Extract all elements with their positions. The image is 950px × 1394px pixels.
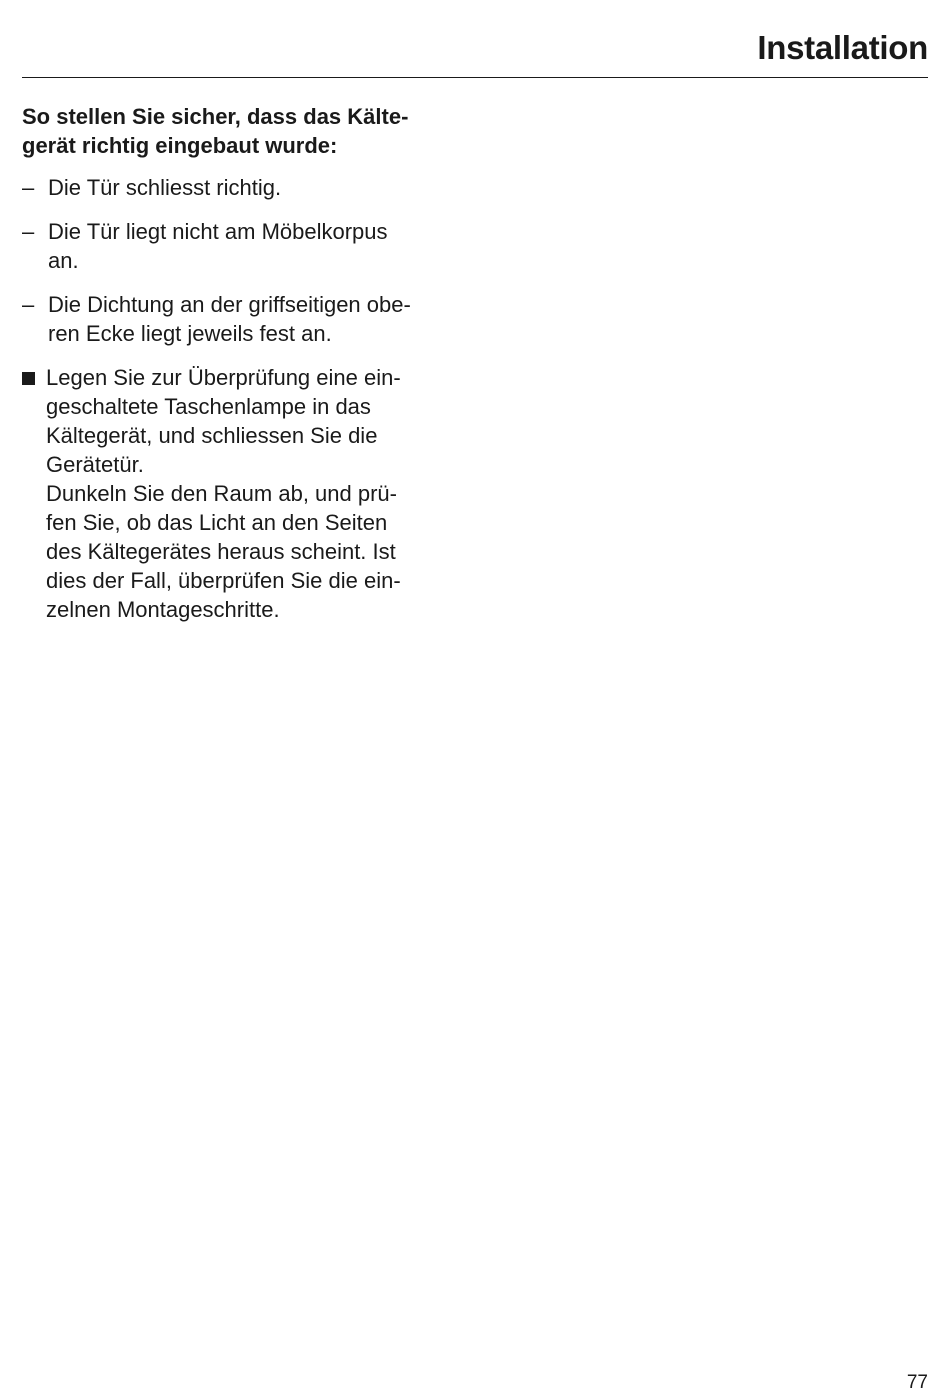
page-number: 77 (906, 1372, 928, 1393)
step-text: Dunkeln Sie den Raum ab, und prü- (46, 481, 397, 506)
step-text: fen Sie, ob das Licht an den Seiten (46, 510, 388, 535)
step-text: Gerätetür. (46, 452, 144, 477)
check-item-door-gap (22, 217, 467, 275)
main-content (22, 102, 467, 624)
heading-line: gerät richtig eingebaut wurde: (22, 133, 338, 158)
heading-line: So stellen Sie sicher, dass das Kälte- (22, 104, 409, 129)
check-item-text: Die Tür liegt nicht am Möbelkorpus (48, 219, 388, 244)
section-title: Installation (757, 29, 928, 66)
step-text: dies der Fall, überprüfen Sie die ein- (46, 568, 401, 593)
step-text: Legen Sie zur Überprüfung eine ein- (46, 365, 401, 390)
checklist-heading (22, 102, 467, 160)
step-text: Kältegerät, und schliessen Sie die (46, 423, 378, 448)
check-item-text: an. (48, 248, 79, 273)
check-item-text: Die Dichtung an der griffseitigen obe- (48, 292, 411, 317)
square-bullet-icon (22, 372, 35, 385)
check-list (22, 173, 467, 348)
dash-bullet: – (22, 219, 35, 244)
dash-bullet: – (22, 292, 35, 317)
instruction-step (22, 363, 467, 624)
check-item-text: ren Ecke liegt jeweils fest an. (48, 321, 332, 346)
dash-bullet: – (22, 175, 35, 200)
step-text: des Kältegerätes heraus scheint. Ist (46, 539, 396, 564)
check-item-text: Die Tür schliesst richtig. (48, 175, 282, 200)
step-text: geschaltete Taschenlampe in das (46, 394, 371, 419)
page-header (22, 0, 928, 78)
check-item-door-closes (22, 173, 467, 202)
step-text: zelnen Montageschritte. (46, 597, 280, 622)
check-item-seal (22, 290, 467, 348)
